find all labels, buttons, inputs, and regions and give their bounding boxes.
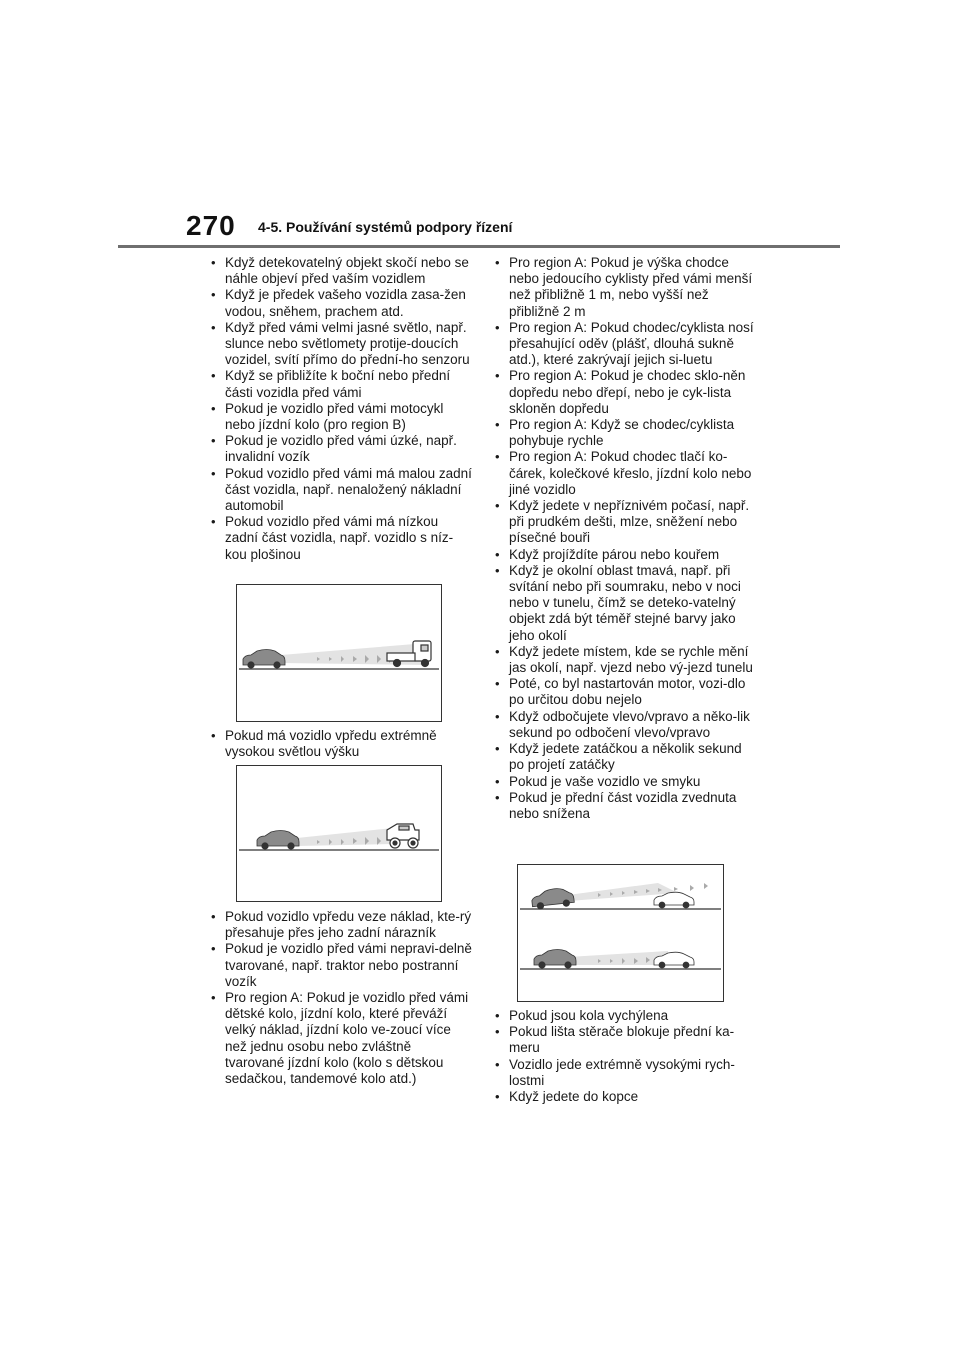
list-item: • Pro region A: Pokud chodec/cyklista nosí přesahující oděv (plášť, dlouhá sukně atd.), které zakrývají jejich si-luetu xyxy=(494,320,756,369)
figure-tilted-and-skidding-car xyxy=(517,864,724,1002)
list-item: • Pokud jsou kola vychýlena xyxy=(494,1008,756,1024)
list-item: • Pro region A: Pokud je vozidlo před vámi dětské kolo, jízdní kolo, které převáží velký náklad, jízdní kolo ve-zoucí více než jednu osobu nebo zvláštně tvarované jízdní kolo (kolo s dětskou sedačkou, tandemové kolo atd.) xyxy=(210,990,472,1087)
left-list-3 xyxy=(210,909,472,1087)
car-tilted-and-skidding-illustration xyxy=(518,865,723,1001)
list-item: • Pokud lišta stěrače blokuje přední ka-meru xyxy=(494,1024,756,1056)
figure-car-following-high-vehicle xyxy=(236,765,442,902)
figure-car-following-truck xyxy=(236,584,442,722)
car-following-truck-illustration xyxy=(237,585,441,721)
list-item: • Pokud je vozidlo před vámi úzké, např. invalidní vozík xyxy=(210,433,472,465)
list-item: • Když se přibližíte k boční nebo přední části vozidla před vámi xyxy=(210,368,472,400)
left-list-2 xyxy=(210,728,472,760)
bullet-list xyxy=(210,255,472,563)
list-item: • Pokud vozidlo vpředu veze náklad, kte-rý přesahuje přes jeho zadní nárazník xyxy=(210,909,472,941)
lead-car-icon xyxy=(654,892,694,908)
skidding-car-icon xyxy=(534,950,576,969)
page-number: 270 xyxy=(186,210,236,241)
own-car-icon xyxy=(257,831,299,850)
list-item: • Pokud je přední část vozidla zvednuta nebo snížena xyxy=(494,790,756,822)
bullet-list xyxy=(494,255,756,822)
list-item: • Pro region A: Pokud je chodec sklo-něn dopředu nebo dřepí, nebo je cyk-lista skloněn dopředu xyxy=(494,368,756,417)
list-item: • Poté, co byl nastartován motor, vozi-dlo po určitou dobu nejelo xyxy=(494,676,756,708)
list-item: • Pokud má vozidlo vpředu extrémně vysokou světlou výšku xyxy=(210,728,472,760)
high-vehicle-icon xyxy=(387,824,419,848)
bullet-list xyxy=(494,1008,756,1105)
list-item: • Pokud je vaše vozidlo ve smyku xyxy=(494,774,756,790)
right-list-2 xyxy=(494,1008,756,1105)
list-item: • Když jedete v nepříznivém počasí, např. při prudkém dešti, mlze, sněžení nebo písečné bouři xyxy=(494,498,756,547)
list-item: • Když je okolní oblast tmavá, např. při svítání nebo při soumraku, nebo v noci nebo v tunelu, čímž se deteko-vatelný objekt zdá být téměř stejné barvy jako jeho okolí xyxy=(494,563,756,644)
bullet-list xyxy=(210,728,472,760)
list-item: • Pokud vozidlo před vámi má nízkou zadní část vozidla, např. vozidlo s níz-kou plošinou xyxy=(210,514,472,563)
car-following-high-clearance-vehicle-illustration xyxy=(237,766,441,901)
list-item: • Když odbočujete vlevo/vpravo a něko-lik sekund po odbočení vlevo/vpravo xyxy=(494,709,756,741)
list-item: • Pokud vozidlo před vámi má malou zadní část vozidla, např. nenaložený nákladní automobil xyxy=(210,466,472,515)
list-item: • Pro region A: Pokud chodec tlačí ko-čárek, kolečkové křeslo, jízdní kolo nebo jiné vozidlo xyxy=(494,449,756,498)
list-item: • Vozidlo jede extrémně vysokými rych-lostmi xyxy=(494,1057,756,1089)
header-rule xyxy=(118,245,840,248)
tilted-car-icon xyxy=(531,887,575,910)
list-item: • Když jedete zatáčkou a několik sekund po projetí zatáčky xyxy=(494,741,756,773)
own-car-icon xyxy=(243,650,285,669)
list-item: • Když jedete do kopce xyxy=(494,1089,756,1105)
right-list-1 xyxy=(494,255,756,822)
list-item: • Pro region A: Když se chodec/cyklista pohybuje rychle xyxy=(494,417,756,449)
bullet-list xyxy=(210,909,472,1087)
list-item: • Když detekovatelný objekt skočí nebo se náhle objeví před vaším vozidlem xyxy=(210,255,472,287)
list-item: • Když jedete místem, kde se rychle mění jas okolí, např. vjezd nebo vý-jezd tunelu xyxy=(494,644,756,676)
section-title: 4-5. Používání systémů podpory řízení xyxy=(258,219,513,235)
list-item: • Když je předek vašeho vozidla zasa-žen vodou, sněhem, prachem atd. xyxy=(210,287,472,319)
list-item: • Když projíždíte párou nebo kouřem xyxy=(494,547,756,563)
left-list-1 xyxy=(210,255,472,563)
list-item: • Pokud je vozidlo před vámi nepravi-delně tvarované, např. traktor nebo postranní vozík xyxy=(210,941,472,990)
list-item: • Pokud je vozidlo před vámi motocykl nebo jízdní kolo (pro region B) xyxy=(210,401,472,433)
list-item: • Když před vámi velmi jasné světlo, např. slunce nebo světlomety protije-doucích vozidel, svítí přímo do přední-ho senzoru xyxy=(210,320,472,369)
list-item: • Pro region A: Pokud je výška chodce nebo jedoucího cyklisty před vámi menší než přibližně 1 m, nebo vyšší než přibližně 2 m xyxy=(494,255,756,320)
